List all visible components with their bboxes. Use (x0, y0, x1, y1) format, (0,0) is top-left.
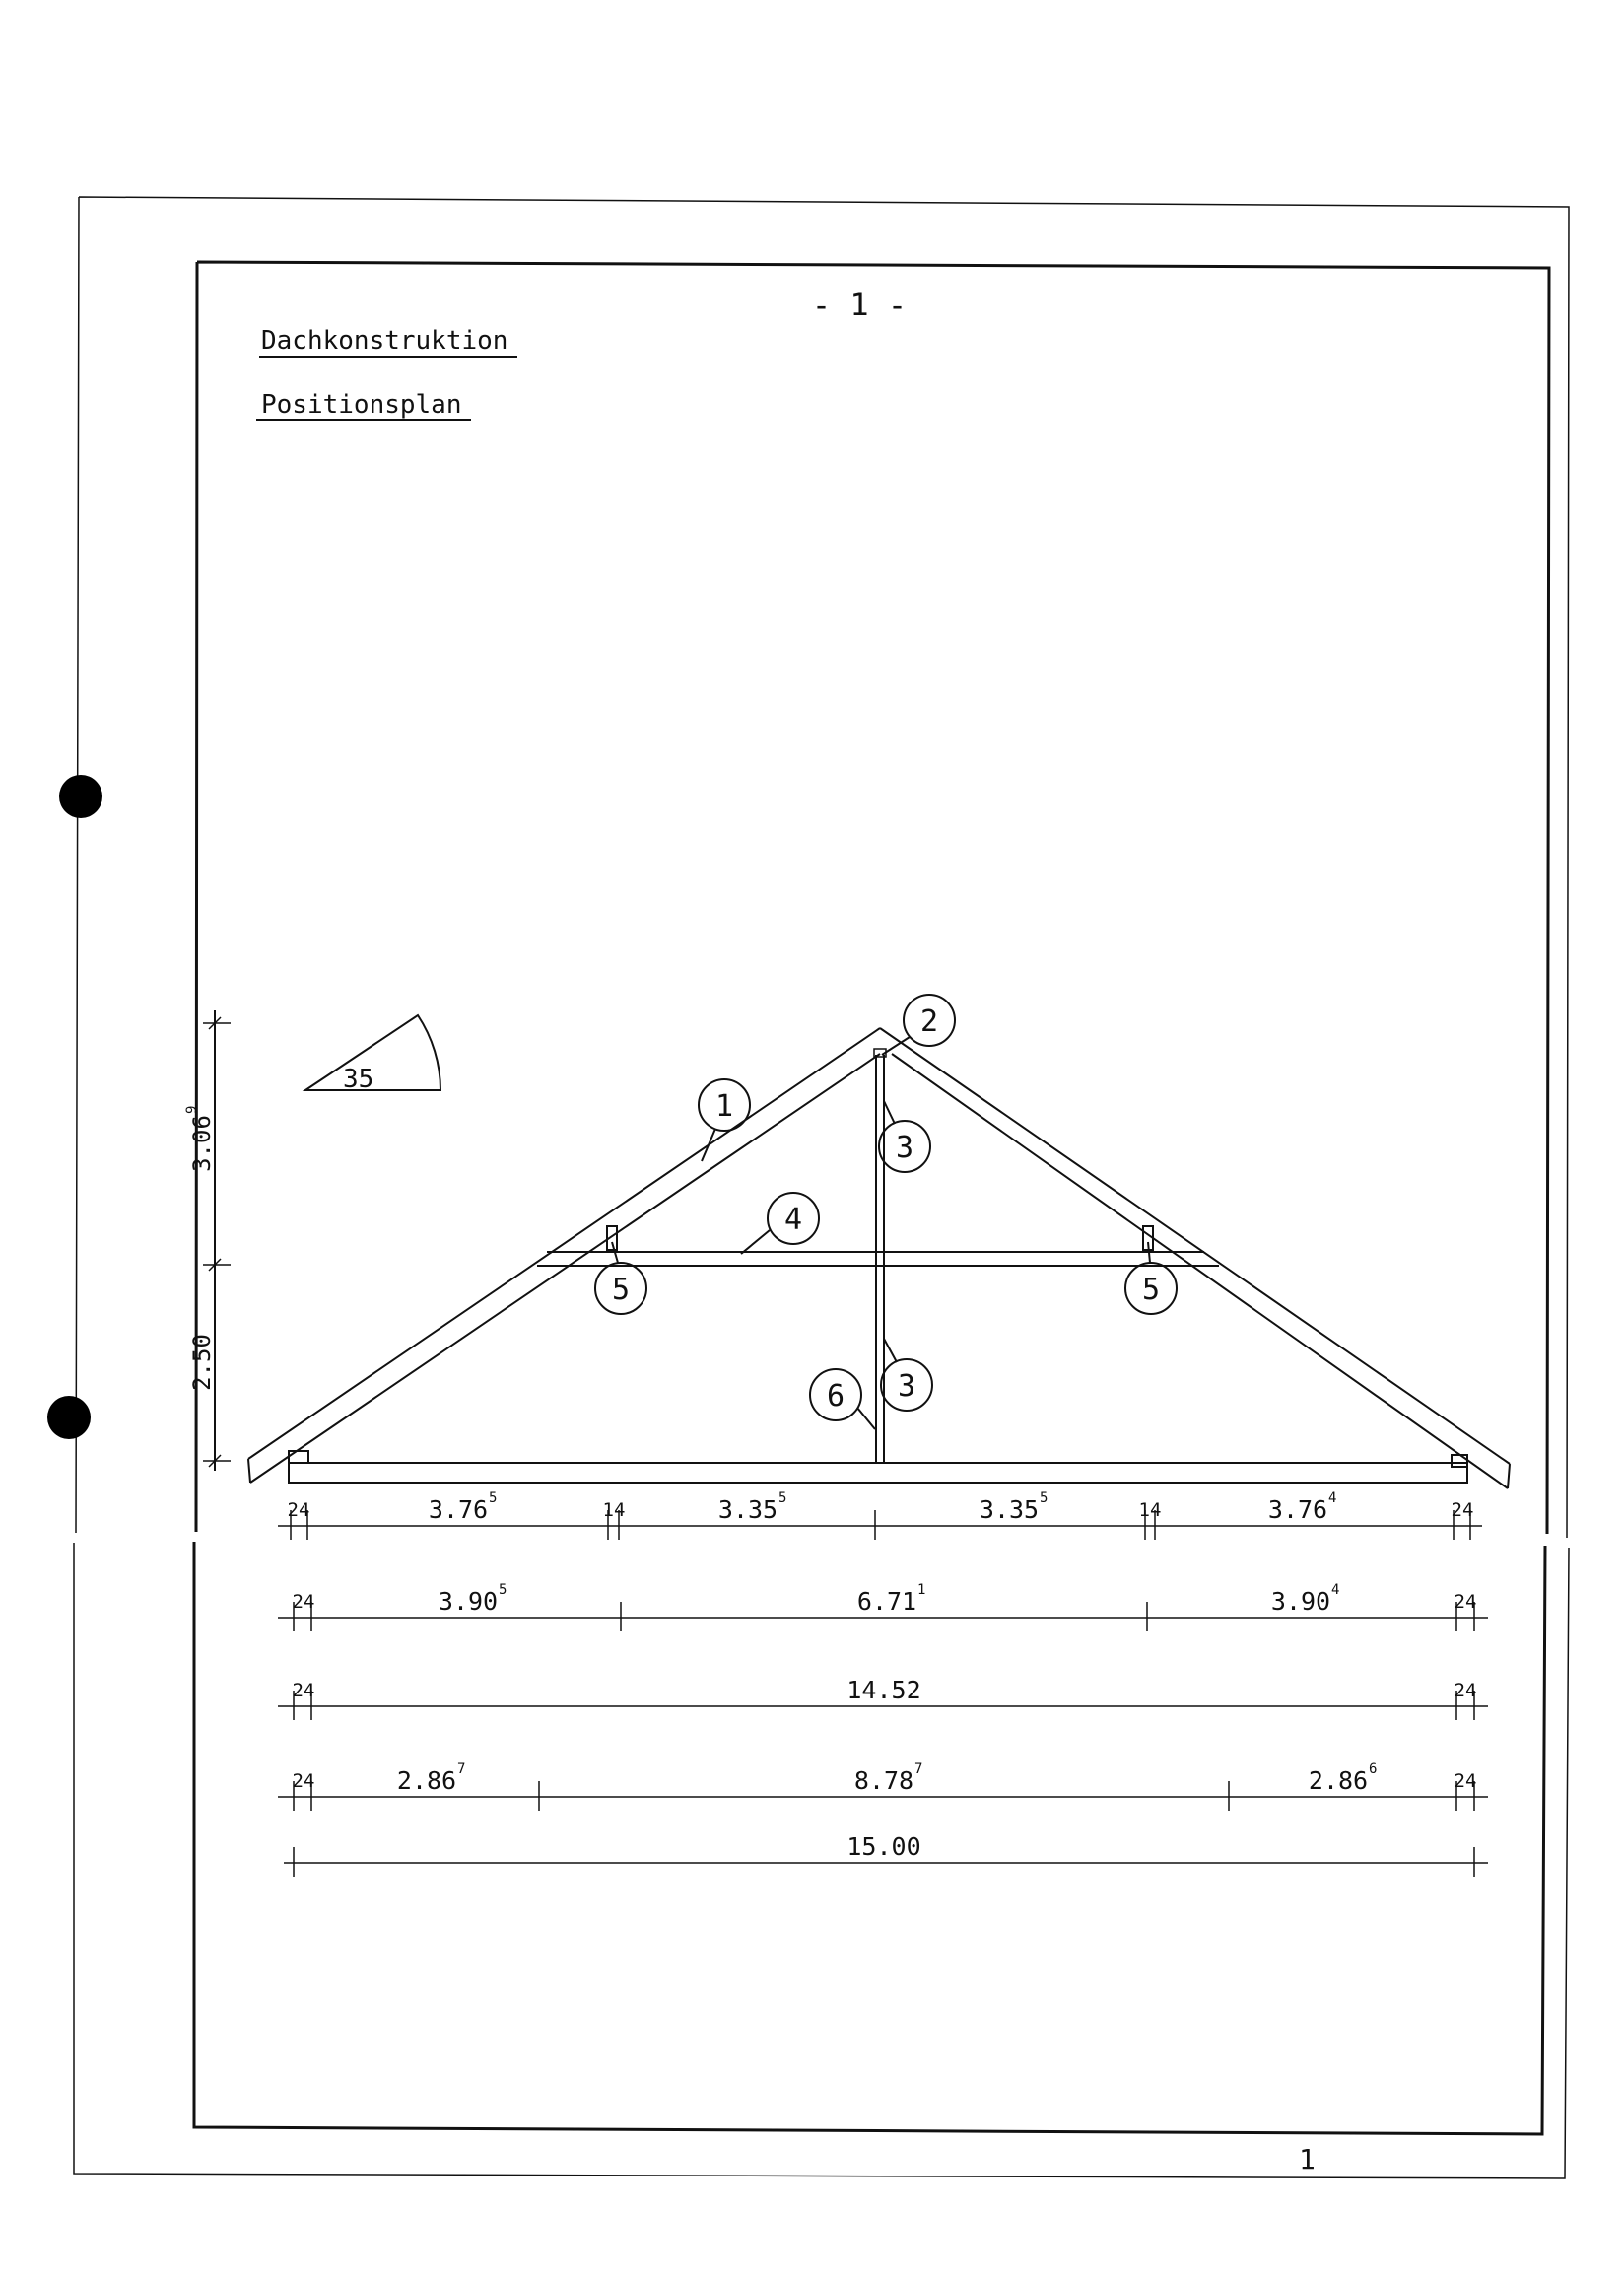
punch-hole-top (59, 775, 102, 818)
dimension-label-sup: 7 (457, 1762, 466, 1777)
right-support-block (1452, 1455, 1467, 1467)
drawing-title: Dachkonstruktion (261, 326, 508, 356)
dimension-row (278, 1490, 1482, 1540)
dimension-label: 24 (287, 1499, 310, 1521)
dimension-label-sup: 5 (778, 1490, 787, 1506)
dimension-label: 6.71 (856, 1587, 917, 1616)
collar-beam (537, 1252, 1219, 1266)
roof-angle-value: 35 (343, 1065, 374, 1094)
dimension-label: 3.90 (1270, 1587, 1331, 1616)
position-marker-3-upper (879, 1101, 930, 1172)
drawing-subtitle: Positionsplan (261, 390, 462, 420)
dimension-row (278, 1676, 1488, 1720)
position-label: 2 (919, 1004, 939, 1039)
dimension-label: 24 (1451, 1499, 1474, 1521)
dimension-label: 2.86 (1308, 1766, 1369, 1795)
king-post (876, 1055, 884, 1463)
ceiling-beam (289, 1463, 1467, 1483)
dimension-label: 3.76 (428, 1495, 489, 1524)
horizontal-dimension-chains (278, 1490, 1488, 1877)
position-label: 1 (714, 1089, 734, 1124)
dimension-label: 8.78 (853, 1766, 914, 1795)
vertical-dimension-chain (184, 1010, 231, 1471)
rafter-right (880, 1028, 1510, 1488)
dimension-label-sup: 6 (1369, 1762, 1378, 1777)
dimension-label: 3.90 (438, 1587, 499, 1616)
dimension-label-sup: 7 (914, 1762, 923, 1777)
position-label: 5 (1141, 1273, 1161, 1307)
dimension-label: 15.00 (846, 1832, 921, 1861)
position-marker-6 (810, 1369, 875, 1429)
dimension-label: 24 (292, 1770, 315, 1792)
position-label: 3 (895, 1131, 914, 1165)
position-label: 6 (826, 1379, 846, 1414)
dimension-label-sup: 5 (489, 1490, 498, 1506)
page-header: - 1 - (811, 286, 908, 323)
dimension-label: 3.35 (717, 1495, 778, 1524)
dimension-label: 24 (1454, 1680, 1477, 1701)
dimension-row (278, 1762, 1488, 1811)
rafter-left (248, 1028, 880, 1483)
position-label: 4 (783, 1203, 803, 1237)
dimension-label: 14.52 (846, 1676, 921, 1704)
page-number: 1 (1299, 2143, 1316, 2176)
left-support-block (289, 1451, 308, 1463)
dimension-label: 2.86 (396, 1766, 457, 1795)
dimension-label: 14 (602, 1499, 626, 1521)
dimension-row (284, 1832, 1488, 1877)
dimension-label: 3.35 (979, 1495, 1040, 1524)
punch-hole-bottom (47, 1396, 91, 1439)
outer-sheet-border (74, 197, 1569, 2178)
roof-truss (248, 1028, 1510, 1488)
position-marker-2 (882, 995, 955, 1055)
dimension-label-sup: 5 (1040, 1490, 1049, 1506)
vdim-upper: 3.06 (188, 1115, 216, 1172)
dimension-label: 24 (1454, 1591, 1477, 1613)
position-label: 5 (611, 1273, 631, 1307)
dimension-label: 24 (292, 1591, 315, 1613)
dimension-label: 24 (1454, 1770, 1477, 1792)
roof-angle-symbol (305, 1015, 440, 1094)
dimension-label-sup: 5 (499, 1582, 508, 1598)
vdim-upper-sup: 9 (184, 1105, 200, 1114)
dimension-label-sup: 4 (1331, 1582, 1340, 1598)
dimension-label-sup: 1 (917, 1582, 926, 1598)
position-marker-3-lower (881, 1339, 932, 1411)
dimension-label: 3.76 (1267, 1495, 1328, 1524)
position-marker-1 (699, 1079, 750, 1161)
position-marker-4 (741, 1193, 819, 1254)
dimension-label: 24 (292, 1680, 315, 1701)
dimension-label: 14 (1138, 1499, 1162, 1521)
dimension-row (278, 1582, 1488, 1631)
dimension-label-sup: 4 (1328, 1490, 1337, 1506)
vdim-lower: 2.50 (188, 1334, 216, 1391)
position-label: 3 (897, 1369, 916, 1404)
